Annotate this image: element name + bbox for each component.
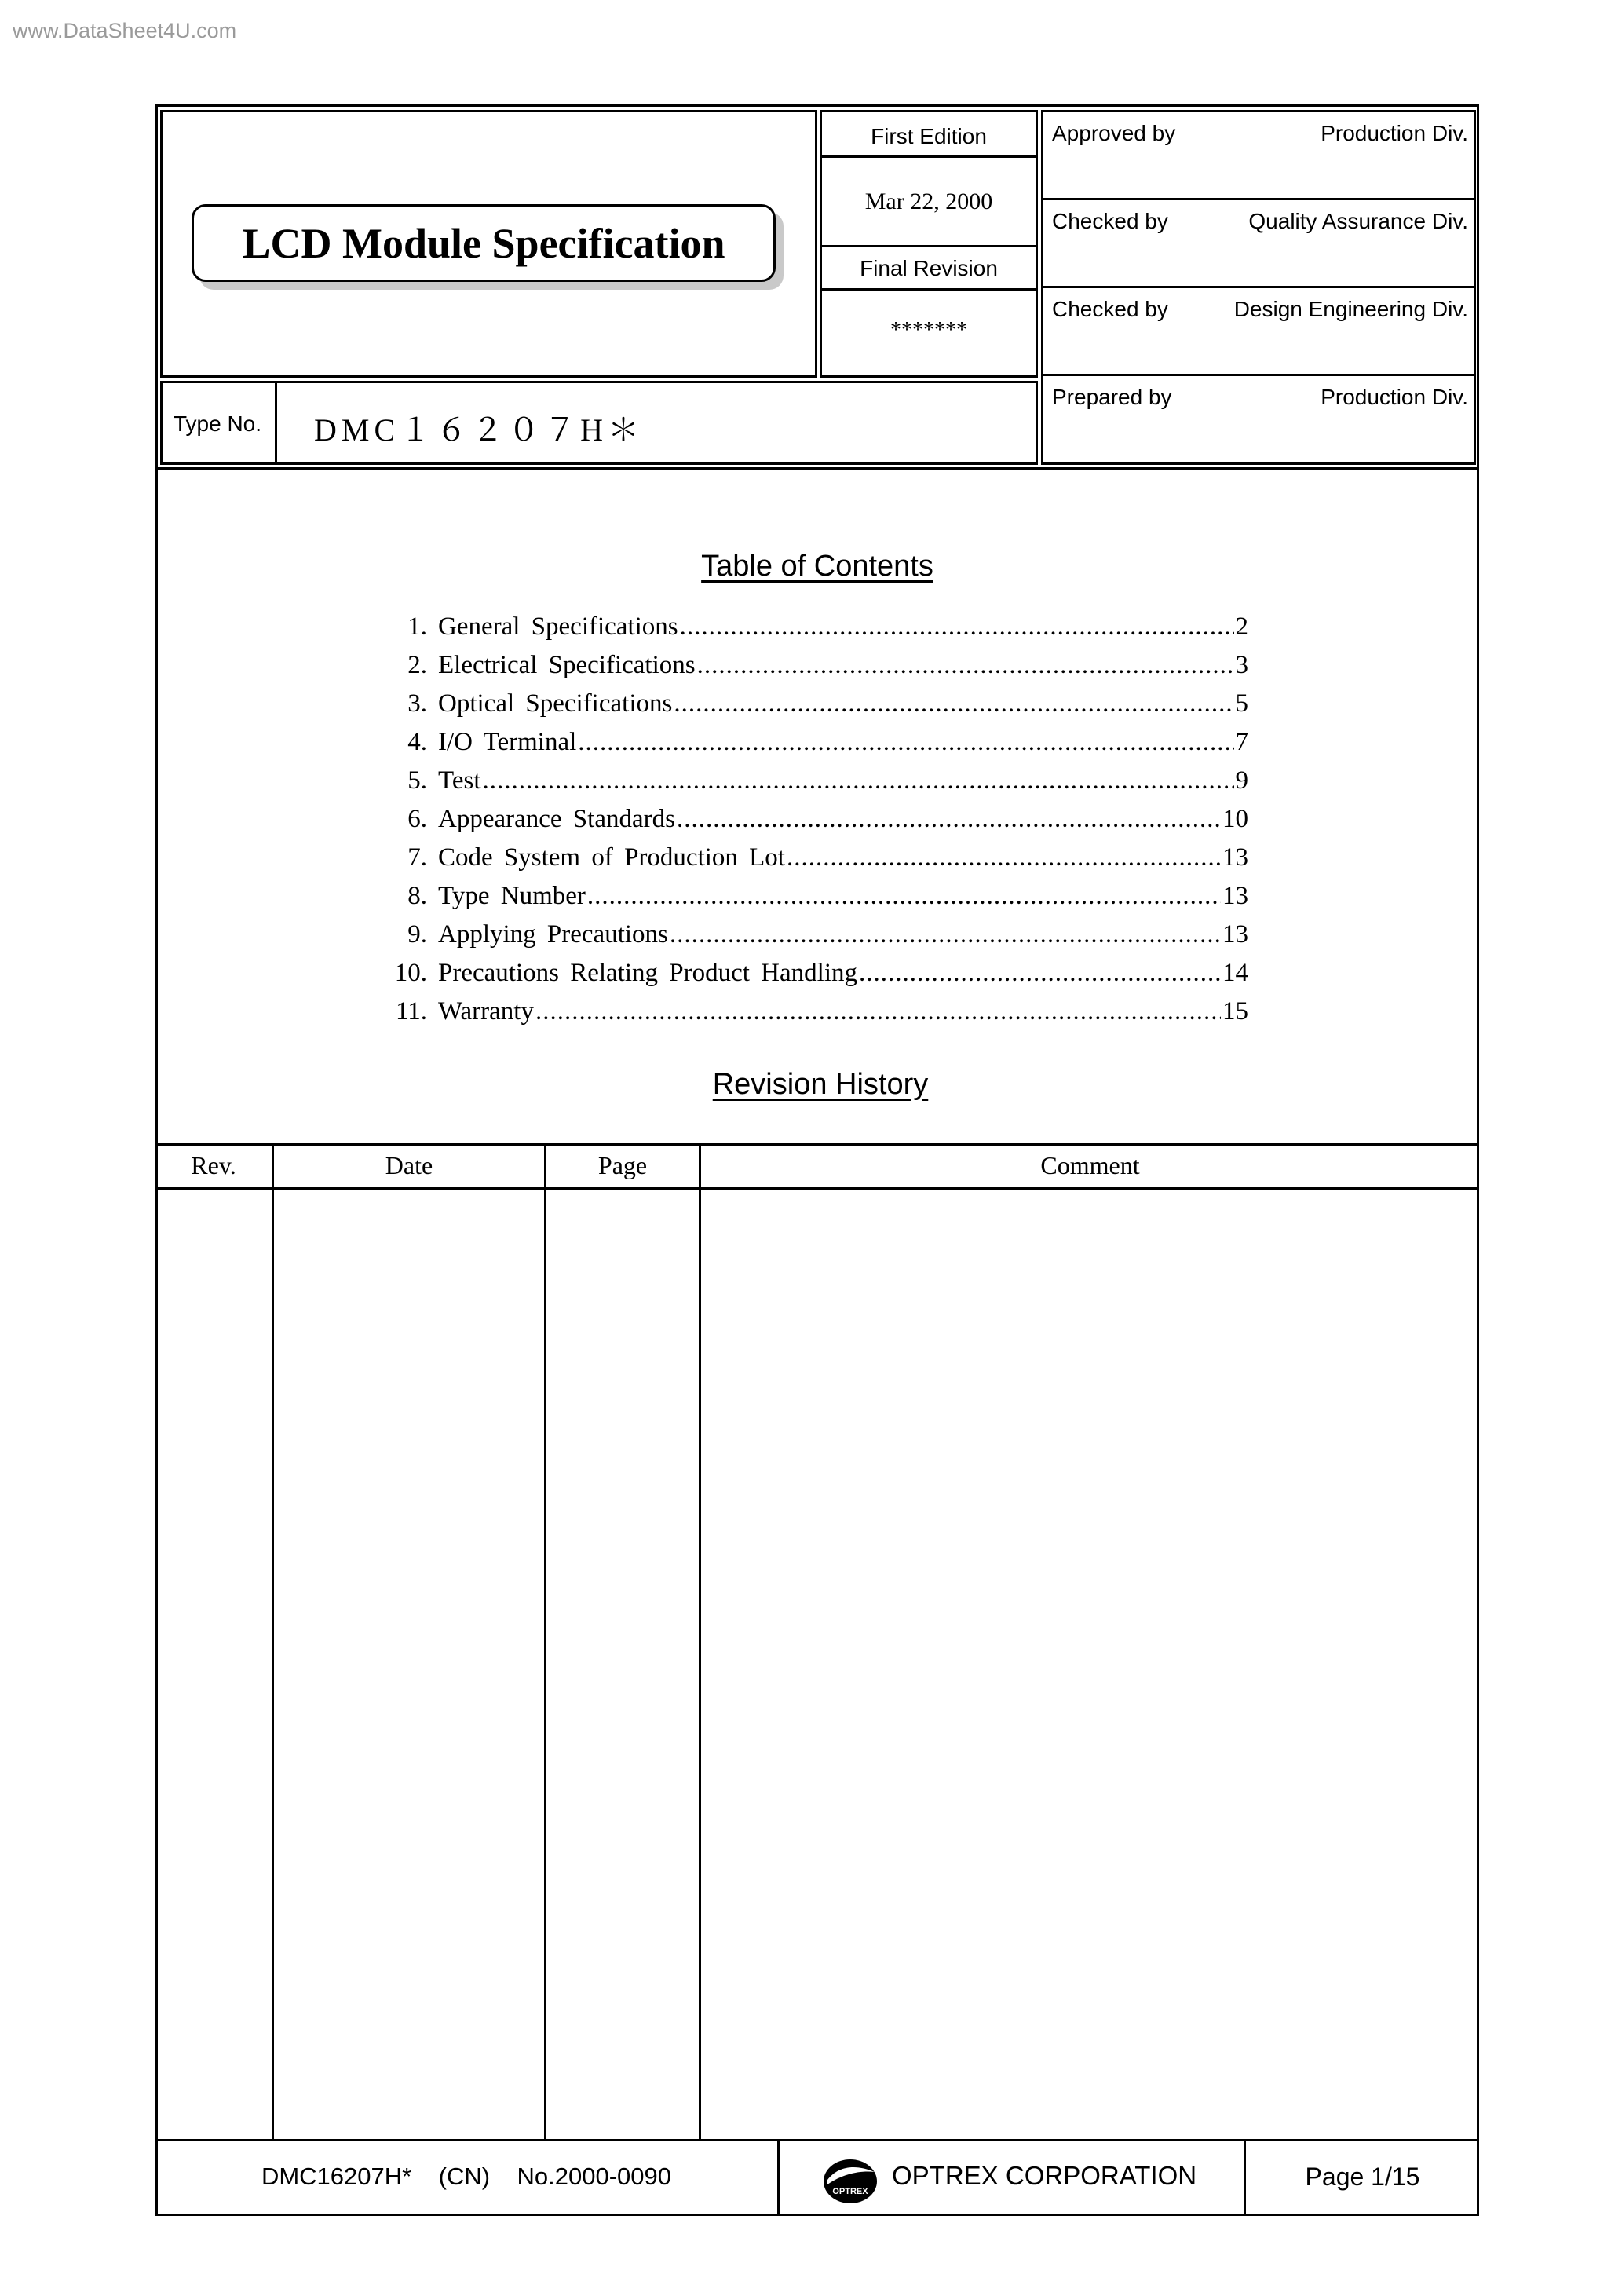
toc-item[interactable] (385, 882, 1248, 918)
toc-item-page: 3 (1235, 651, 1248, 679)
toc-item-page: 13 (1222, 843, 1248, 872)
signoff-role-3: Checked by (1052, 297, 1168, 321)
header-rule (155, 467, 1479, 470)
signoff-role-4: Prepared by (1052, 385, 1172, 409)
edition-divider (820, 155, 1038, 158)
toc-item-number: 11. (395, 997, 427, 1026)
revision-col-divider (272, 1143, 274, 2141)
toc-item-number: 2. (407, 651, 427, 679)
toc-item-title: Electrical Specifications (438, 651, 696, 679)
watermark-text: www.DataSheet4U.com (13, 19, 237, 42)
toc-item[interactable] (385, 843, 1248, 879)
footer-doc-id: DMC16207H* (CN) No.2000-0090 (261, 2163, 672, 2190)
toc-item-number: 4. (407, 728, 427, 756)
signoff-role-2: Checked by (1052, 209, 1168, 233)
toc-item-title: Type Number (438, 882, 586, 910)
toc-item[interactable] (385, 728, 1248, 764)
toc-item[interactable] (385, 766, 1248, 803)
optrex-logo-icon (821, 2158, 879, 2205)
revision-col-comment: Comment (1040, 1151, 1140, 1179)
toc-item-number: 5. (407, 766, 427, 795)
toc-heading: Table of Contents (701, 550, 933, 583)
toc-item-page: 7 (1235, 728, 1248, 756)
signoff-division-1: Production Div. (1321, 121, 1468, 145)
toc-item-number: 1. (407, 612, 427, 641)
toc-item-page: 5 (1235, 689, 1248, 718)
toc-item-page: 9 (1235, 766, 1248, 795)
revision-col-divider (699, 1143, 701, 2141)
revision-table-header-rule (155, 1187, 1479, 1190)
first-edition-date: Mar 22, 2000 (864, 188, 993, 214)
toc-item-number: 7. (407, 843, 427, 872)
footer-col-divider (777, 2139, 780, 2216)
toc-leader (670, 920, 1221, 949)
revision-col-page: Page (597, 1151, 648, 1179)
toc-leader (697, 651, 1234, 680)
optrex-logo (821, 2158, 879, 2205)
toc-leader (587, 882, 1221, 911)
type-no-divider (275, 381, 277, 465)
page-title-text: LCD Module Specification (242, 219, 725, 267)
toc-item-title: General Specifications (438, 612, 678, 641)
toc-item[interactable] (385, 612, 1248, 649)
final-revision-label: Final Revision (860, 256, 998, 280)
toc-leader (859, 959, 1221, 988)
toc-item[interactable] (385, 805, 1248, 841)
toc-leader (578, 728, 1233, 757)
signoff-division-3: Design Engineering Div. (1233, 297, 1468, 321)
toc-item-title: Applying Precautions (438, 920, 668, 949)
signoff-divider (1041, 198, 1476, 200)
toc-item-title: Code System of Production Lot (438, 843, 785, 872)
toc-item-page: 10 (1222, 805, 1248, 833)
signoff-division-2: Quality Assurance Div. (1248, 209, 1468, 233)
toc-leader (680, 612, 1234, 642)
toc-leader (483, 766, 1234, 795)
signoff-division-4: Production Div. (1321, 385, 1468, 409)
toc-item-number: 6. (407, 805, 427, 833)
toc-item-title: Precautions Relating Product Handling (438, 959, 857, 987)
footer-page-number: Page 1/15 (1305, 2163, 1420, 2191)
edition-divider (820, 245, 1038, 247)
toc-item-page: 13 (1222, 920, 1248, 949)
toc-item[interactable] (385, 651, 1248, 687)
revision-col-rev: Rev. (191, 1151, 236, 1179)
optrex-logo-text: OPTREX (832, 2187, 868, 2196)
final-revision-value: ******* (890, 318, 967, 342)
revision-col-date: Date (385, 1151, 433, 1179)
edition-divider (820, 288, 1038, 291)
page-title (192, 204, 776, 282)
toc-item-number: 9. (407, 920, 427, 949)
toc-item-number: 3. (407, 689, 427, 718)
toc-item-number: 10. (394, 959, 427, 987)
toc-item[interactable] (385, 997, 1248, 1033)
revision-history-heading: Revision History (712, 1068, 929, 1101)
type-no-label: Type No. (173, 411, 262, 436)
toc-leader (674, 689, 1233, 718)
toc-item-title: Optical Specifications (438, 689, 673, 718)
revision-table-top-rule (155, 1143, 1479, 1146)
toc-item-number: 8. (407, 882, 427, 910)
toc-item-page: 13 (1222, 882, 1248, 910)
footer-company: OPTREX CORPORATION (892, 2161, 1197, 2190)
toc-item-page: 2 (1235, 612, 1248, 641)
toc-item-title: Warranty (438, 997, 534, 1026)
toc-item-page: 14 (1222, 959, 1248, 987)
revision-table-bottom-rule (155, 2139, 1479, 2141)
toc-leader (787, 843, 1221, 872)
signoff-divider (1041, 286, 1476, 288)
toc-item[interactable] (385, 959, 1248, 995)
toc-item-title: Appearance Standards (438, 805, 675, 833)
toc-item-title: Test (438, 766, 481, 795)
revision-col-divider (544, 1143, 546, 2141)
toc-leader (677, 805, 1221, 834)
signoff-divider (1041, 374, 1476, 376)
toc-leader (535, 997, 1221, 1026)
type-no-value: DMC１６２０７H＊ (314, 412, 645, 448)
toc-item[interactable] (385, 689, 1248, 726)
signoff-role-1: Approved by (1052, 121, 1176, 145)
first-edition-label: First Edition (871, 124, 987, 148)
toc-item-title: I/O Terminal (438, 728, 577, 756)
toc-item-page: 15 (1222, 997, 1248, 1026)
toc-item[interactable] (385, 920, 1248, 956)
